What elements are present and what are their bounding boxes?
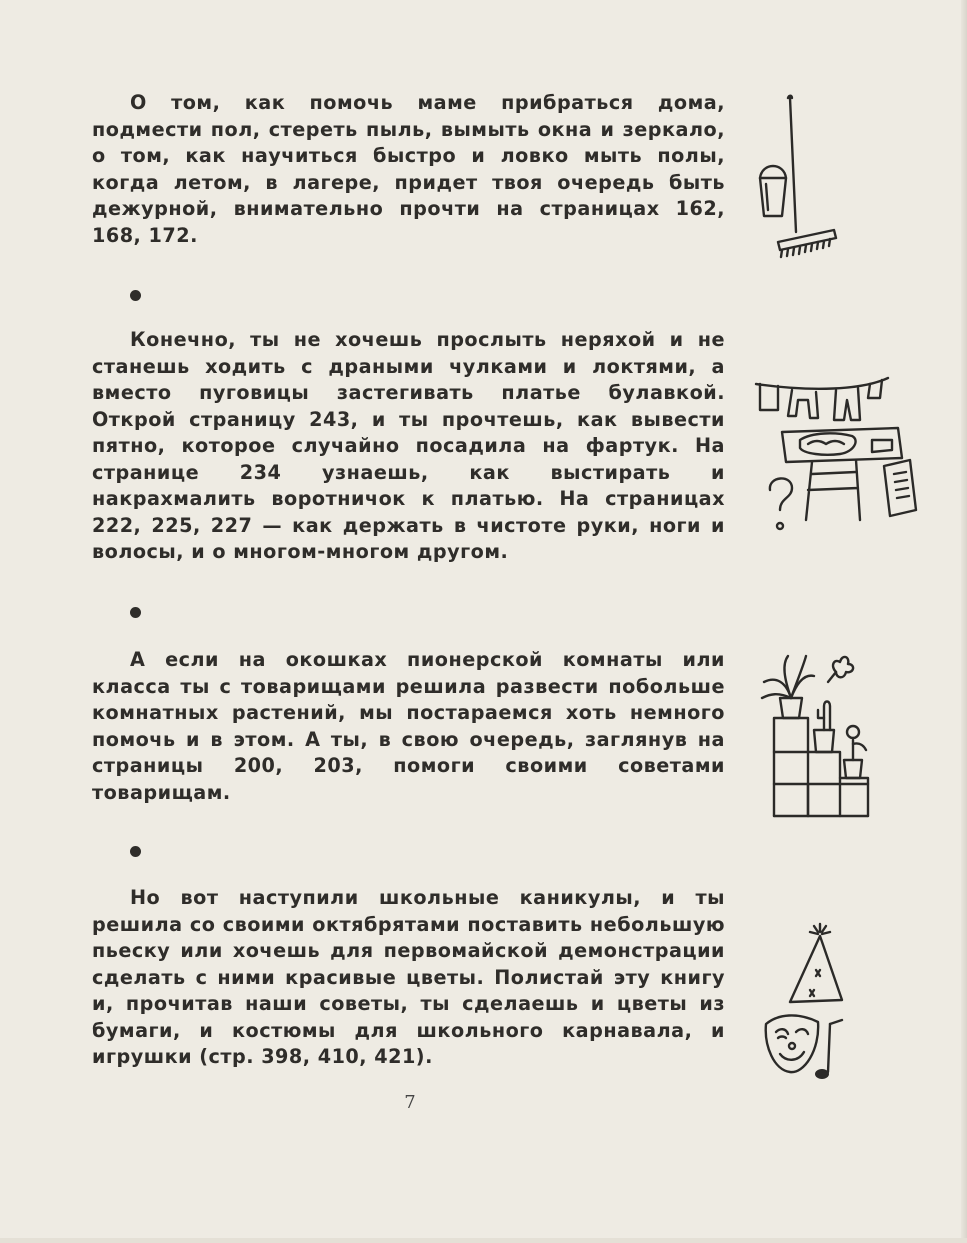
laundry-illustration [752,370,927,540]
plants-illustration [756,648,876,823]
paragraph-plants: А если на окошках пионерской комнаты или класса ты с товарищами решила развести побольше комнатных растений, мы постараемся хоть немного помочь и в этом. А ты, в свою очередь, заглянув на страницы 200, 203, помоги своими советами товарищам. [92,648,725,804]
bullet-separator [130,290,141,301]
carnival-illustration [758,920,868,1095]
page-number: 7 [404,1092,416,1113]
page-edge-bottom [0,1238,967,1243]
bullet-separator [130,846,141,857]
page-edge [961,0,967,1243]
bullet-separator [130,607,141,618]
paragraph-holidays: Но вот наступили школьные каникулы, и ты решила со своими октябрятами поставить небольшую пьеску или хочешь для первомайской демонстрации сделать с ними красивые цветы. Полистай эту книгу и, прочитав наши советы, ты сделаешь и цветы из бумаги, и костюмы для школьного карнавала, и игрушки (стр. 398, 410, 421). [92,886,725,1068]
paragraph-clothing: Конечно, ты не хочешь прослыть неряхой и не станешь ходить с драными чулками и локтями, а вместо пуговицы застегивать платье булавкой. Открой страницу 243, и ты прочтешь, как вывести пятно, которое случайно посадила на фартук. На странице 234 узнаешь, как выстирать и накрахмалить воротничок к платью. На страницах 222, 225, 227 — как держать в чистоте руки, ноги и волосы, и о многом-многом другом. [92,328,725,563]
paragraph-cleaning: О том, как помочь маме прибраться дома, подмести пол, стереть пыль, вымыть окна и зеркало, о том, как научиться быстро и ловко мыть полы, когда летом, в лагере, придет твоя очередь быть дежурной, внимательно прочти на страницах 162, 168, 172. [92,91,725,247]
broom-bucket-illustration [748,92,848,267]
